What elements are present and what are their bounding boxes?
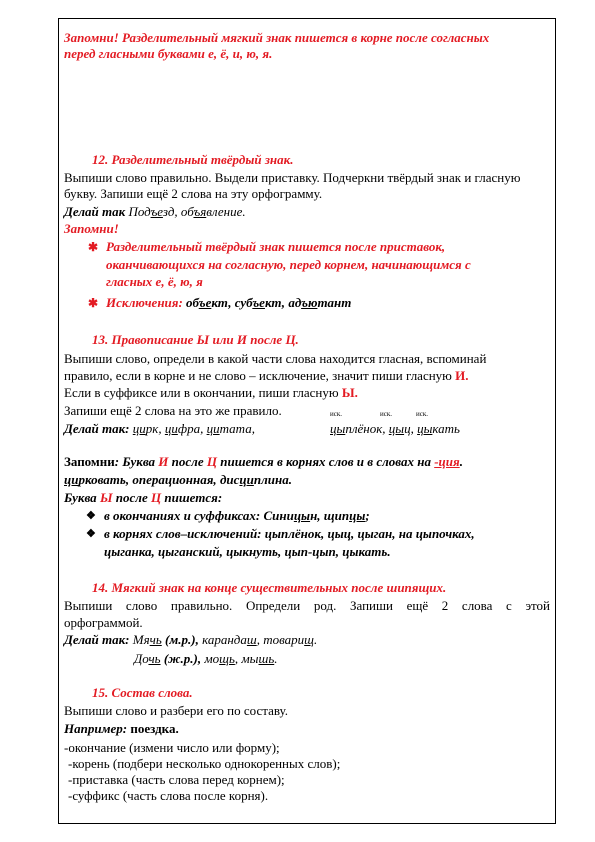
example-word: цыц, xyxy=(388,421,414,436)
section-13-instruction-line2: правило, если в корне и не слово – исключение, значит пиши гласную И. xyxy=(64,368,469,383)
section-12-remember: Запомни! xyxy=(64,221,119,236)
list-item: -корень (подбери несколько однокоренных слов); xyxy=(68,756,341,771)
section-15-heading: 15. Состав слова. xyxy=(92,685,193,700)
intro-rule-line2: перед гласными буквами е, ё, и, ю, я. xyxy=(64,46,273,61)
example-word: цирк, xyxy=(132,421,162,436)
section-14-example-line1: Делай так: Мячь (м.р.), карандаш, товарищ. xyxy=(64,632,318,647)
example-word-2: объявление. xyxy=(180,204,246,219)
rule-ts-line1: Запомни: Буква И после Ц пишется в корнях слов и в словах на -ция. xyxy=(64,454,463,469)
example-word: цыкать xyxy=(417,421,460,436)
list-item: -суффикс (часть слова после корня). xyxy=(68,788,269,803)
rule-ts-examples: цирковать, операционная, дисциплина. xyxy=(64,472,292,487)
bullet-star-icon: ✱ xyxy=(88,296,99,310)
section-12-heading: 12. Разделительный твёрдый знак. xyxy=(92,152,294,167)
example-word: цитата, xyxy=(206,421,255,436)
section-12-rule-line2: оканчивающихся на согласную, перед корнем, начинающимся с xyxy=(106,257,471,272)
section-13-instruction-line1: Выпиши слово, определи в какой части слова находится гласная, вспоминай xyxy=(64,351,487,366)
bullet-star-icon: ✱ xyxy=(88,240,99,254)
section-12-rule-line1: Разделительный твёрдый знак пишется после приставок, xyxy=(106,239,446,254)
bullet-diamond-icon: ❖ xyxy=(86,510,96,522)
exception-mark: иск. xyxy=(330,410,343,418)
section-14-instruction-line2: орфограммой. xyxy=(64,615,143,630)
section-15-instruction: Выпиши слово и разбери его по составу. xyxy=(64,703,288,718)
rule-y-bullet2-line2: цыганка, цыганский, цыкнуть, цып-цып, цыкать. xyxy=(104,544,391,559)
section-14-example-line2: Дочь (ж.р.), мощь, мышь. xyxy=(134,651,278,666)
section-12-instruction-line2: букву. Запиши ещё 2 слова на эту орфограмму. xyxy=(64,186,323,201)
section-12-instruction-line1: Выпиши слово правильно. Выдели приставку. Подчеркни твёрдый знак и гласную xyxy=(64,170,521,185)
section-12-example xyxy=(64,204,246,220)
example-label: Делай так xyxy=(64,204,126,219)
section-15-example: Например: поездка. xyxy=(64,721,179,736)
intro-rule-line1: Запомни! Разделительный мягкий знак пишется в корне после согласных xyxy=(64,30,490,45)
section-13-heading: 13. Правописание Ы или И после Ц. xyxy=(92,332,299,347)
section-13-instruction-line3: Если в суффиксе или в окончании, пиши гласную Ы. xyxy=(64,385,358,400)
example-word: цыплёнок, xyxy=(330,421,386,436)
section-13-example-exceptions xyxy=(330,421,460,437)
exception-mark: иск. xyxy=(380,410,393,418)
section-12-rule-line3: гласных е, ё, ю, я xyxy=(106,274,203,289)
list-item: -окончание (измени число или форму); xyxy=(64,740,280,755)
exception-mark: иск. xyxy=(416,410,429,418)
example-word-1: Подъезд, xyxy=(128,204,178,219)
section-13-example: Делай так: цирк, цифра, цитата, xyxy=(64,421,255,436)
section-13-instruction-line4: Запиши ещё 2 слова на это же правило. xyxy=(64,403,282,418)
bullet-diamond-icon: ❖ xyxy=(86,528,96,540)
rule-y-bullet1: в окончаниях и суффиксах: Синицын, щипцы; xyxy=(104,508,370,523)
rule-y-bullet2-line1: в корнях слов–исключений: цыплёнок, цыц, цыган, на цыпочках, xyxy=(104,526,475,541)
section-12-exceptions: Исключения: объект, субъект, адъютант xyxy=(106,295,352,310)
section-14-heading: 14. Мягкий знак на конце существительных после шипящих. xyxy=(92,580,447,595)
section-14-instruction-line1: Выпиши слово правильно. Определи род. Запиши ещё 2 слова с этой xyxy=(64,598,550,613)
example-word: цифра, xyxy=(164,421,204,436)
rule-y-heading: Буква Ы после Ц пишется: xyxy=(64,490,223,505)
list-item: -приставка (часть слова перед корнем); xyxy=(68,772,285,787)
